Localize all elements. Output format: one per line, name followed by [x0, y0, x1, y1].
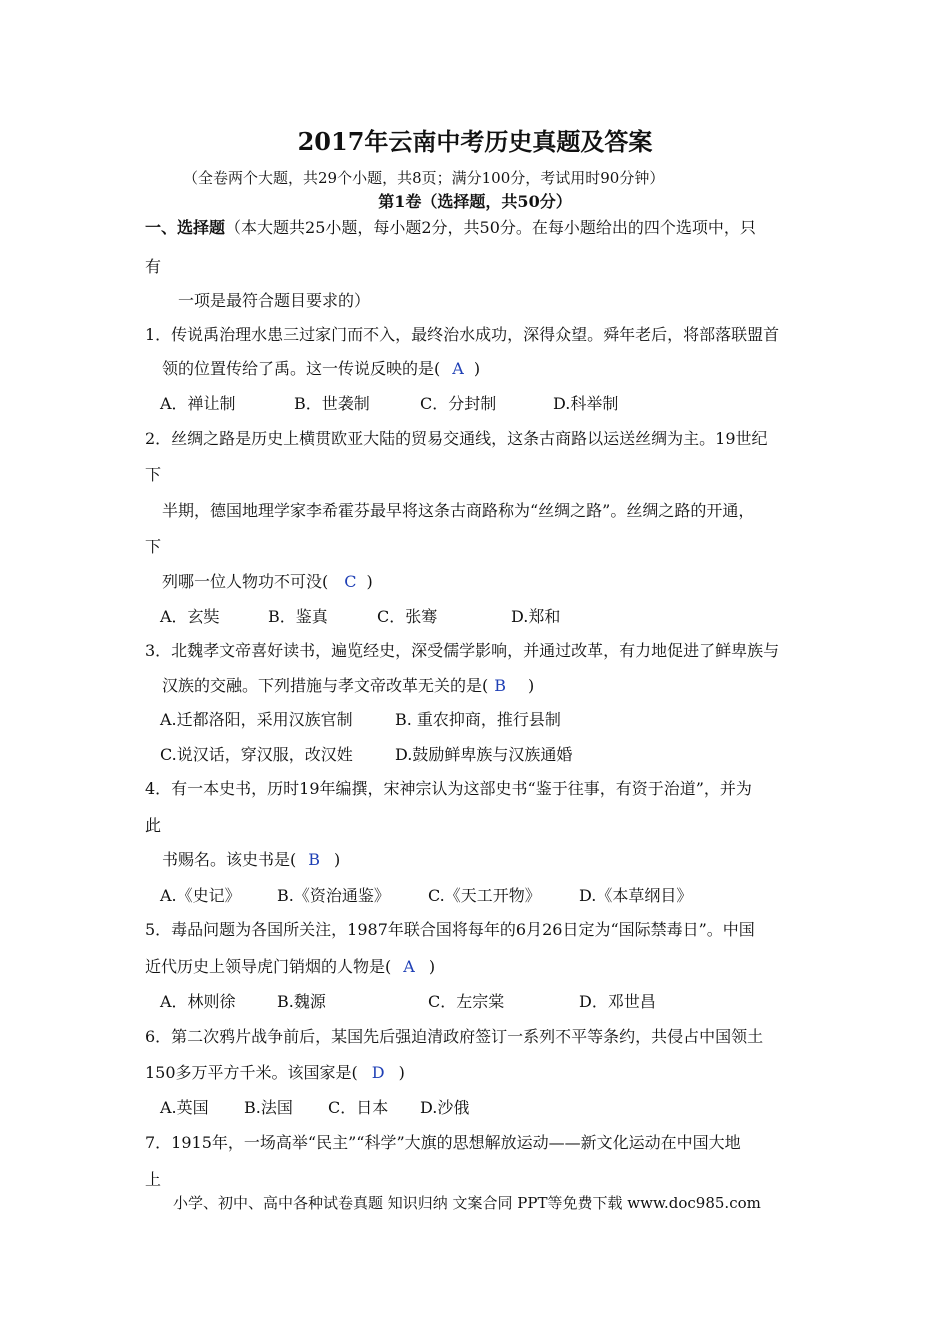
question-3-option-b: B. 重农抑商，推行县制	[395, 710, 561, 729]
question-4-stem-text: 书赐名。该史书是(	[162, 850, 297, 869]
question-4-stem	[162, 850, 340, 870]
question-7-wrap: 上	[145, 1170, 162, 1189]
question-2-option-a: A．玄奘	[160, 607, 220, 626]
question-1-stem	[162, 359, 480, 379]
exam-info: （全卷两个大题，共29个小题，共8页；满分100分，考试用时90分钟）	[183, 169, 665, 187]
question-6-paren: )	[398, 1063, 405, 1082]
question-5-text: 5．毒品问题为各国所关注，1987年联合国将每年的6月26日定为“国际禁毒日”。中国	[145, 920, 755, 939]
question-4-answer: B	[308, 850, 321, 869]
question-2-stem-text: 列哪一位人物功不可没(	[162, 572, 329, 591]
question-7-text: 7．1915年，一场高举“民主”“科学”大旗的思想解放运动——新文化运动在中国大地	[145, 1133, 741, 1152]
question-6-option-b: B.法国	[244, 1098, 293, 1117]
question-4-wrap: 此	[145, 816, 162, 835]
question-3-answer: B	[494, 676, 507, 695]
question-1-option-a: A．禅让制	[160, 394, 236, 413]
question-3-option-d: D.鼓励鲜卑族与汉族通婚	[395, 745, 573, 764]
question-1-text: 1．传说禹治理水患三过家门而不入，最终治水成功，深得众望。舜年老后，将部落联盟首	[145, 325, 780, 344]
question-1-option-d: D.科举制	[553, 394, 619, 413]
question-6-stem	[145, 1063, 405, 1083]
question-2-option-b: B．鉴真	[268, 607, 328, 626]
question-2-option-d: D.郑和	[511, 607, 561, 626]
question-4-option-c: C.《天工开物》	[428, 886, 541, 905]
question-2-answer: C	[344, 572, 357, 591]
question-3-stem	[162, 676, 534, 696]
question-2-option-c: C．张骞	[377, 607, 438, 626]
question-1-option-b: B．世袭制	[294, 394, 370, 413]
section-heading: 第1卷（选择题，共50分）	[378, 192, 572, 211]
question-6-option-c: C．日本	[328, 1098, 389, 1117]
question-5-paren: )	[428, 957, 436, 976]
question-2-text-2: 半期，德国地理学家李希霍芬最早将这条古商路称为“丝绸之路”。丝绸之路的开通，	[162, 501, 755, 520]
question-3-paren: )	[528, 676, 535, 695]
page-footer: 小学、初中、高中各种试卷真题 知识归纳 文案合同 PPT等免费下载 www.doc985.com	[173, 1194, 761, 1212]
question-5-stem	[145, 957, 435, 977]
question-1-option-c: C．分封制	[420, 394, 497, 413]
question-5-option-b: B.魏源	[277, 992, 326, 1011]
question-2-text: 2．丝绸之路是历史上横贯欧亚大陆的贸易交通线，这条古商路以运送丝绸为主。19世纪	[145, 429, 768, 448]
question-4-option-a: A.《史记》	[160, 886, 241, 905]
question-3-stem-text: 汉族的交融。下列措施与孝文帝改革无关的是(	[162, 676, 489, 695]
question-5-option-d: D．邓世昌	[579, 992, 656, 1011]
part-instructions-cont: 一项是最符合题目要求的）	[178, 291, 371, 310]
question-1-paren: )	[473, 359, 481, 378]
part-instructions	[145, 218, 756, 238]
question-6-text: 6．第二次鸦片战争前后，某国先后强迫清政府签订一系列不平等条约，共侵占中国领土	[145, 1027, 764, 1046]
question-5-answer: A	[403, 957, 415, 976]
question-5-option-a: A．林则徐	[160, 992, 236, 1011]
question-2-paren: )	[366, 572, 373, 591]
question-6-stem-text: 150多万平方千米。该国家是(	[145, 1063, 358, 1082]
question-5-option-c: C．左宗棠	[428, 992, 505, 1011]
question-4-option-b: B.《资治通鉴》	[277, 886, 390, 905]
part-instructions-text: （本大题共25小题，每小题2分，共50分。在每小题给出的四个选项中，只	[225, 218, 756, 237]
question-2-wrap-1: 下	[145, 465, 162, 484]
page-title: 2017年云南中考历史真题及答案	[297, 127, 653, 156]
question-2-stem	[162, 572, 373, 592]
question-4-option-d: D.《本草纲目》	[579, 886, 693, 905]
part-instructions-wrap: 有	[145, 257, 162, 276]
question-3-text: 3．北魏孝文帝喜好读书，遍览经史，深受儒学影响，并通过改革，有力地促进了鲜卑族与	[145, 641, 780, 660]
question-3-option-c: C.说汉话，穿汉服，改汉姓	[160, 745, 353, 764]
question-2-wrap-2: 下	[145, 537, 162, 556]
question-6-option-d: D.沙俄	[420, 1098, 470, 1117]
question-1-stem-text: 领的位置传给了禹。这一传说反映的是(	[162, 359, 441, 378]
question-6-answer: D	[371, 1063, 385, 1082]
question-1-answer: A	[452, 359, 464, 378]
question-5-stem-text: 近代历史上领导虎门销烟的人物是(	[145, 957, 392, 976]
question-4-paren: )	[334, 850, 341, 869]
question-4-text: 4．有一本史书，历时19年编撰，宋神宗认为这部史书“鉴于往事，有资于治道”，并为	[145, 779, 752, 798]
part-heading: 一、选择题	[145, 218, 226, 237]
question-3-option-a: A.迁都洛阳，采用汉族官制	[160, 710, 353, 729]
question-6-option-a: A.英国	[160, 1098, 209, 1117]
